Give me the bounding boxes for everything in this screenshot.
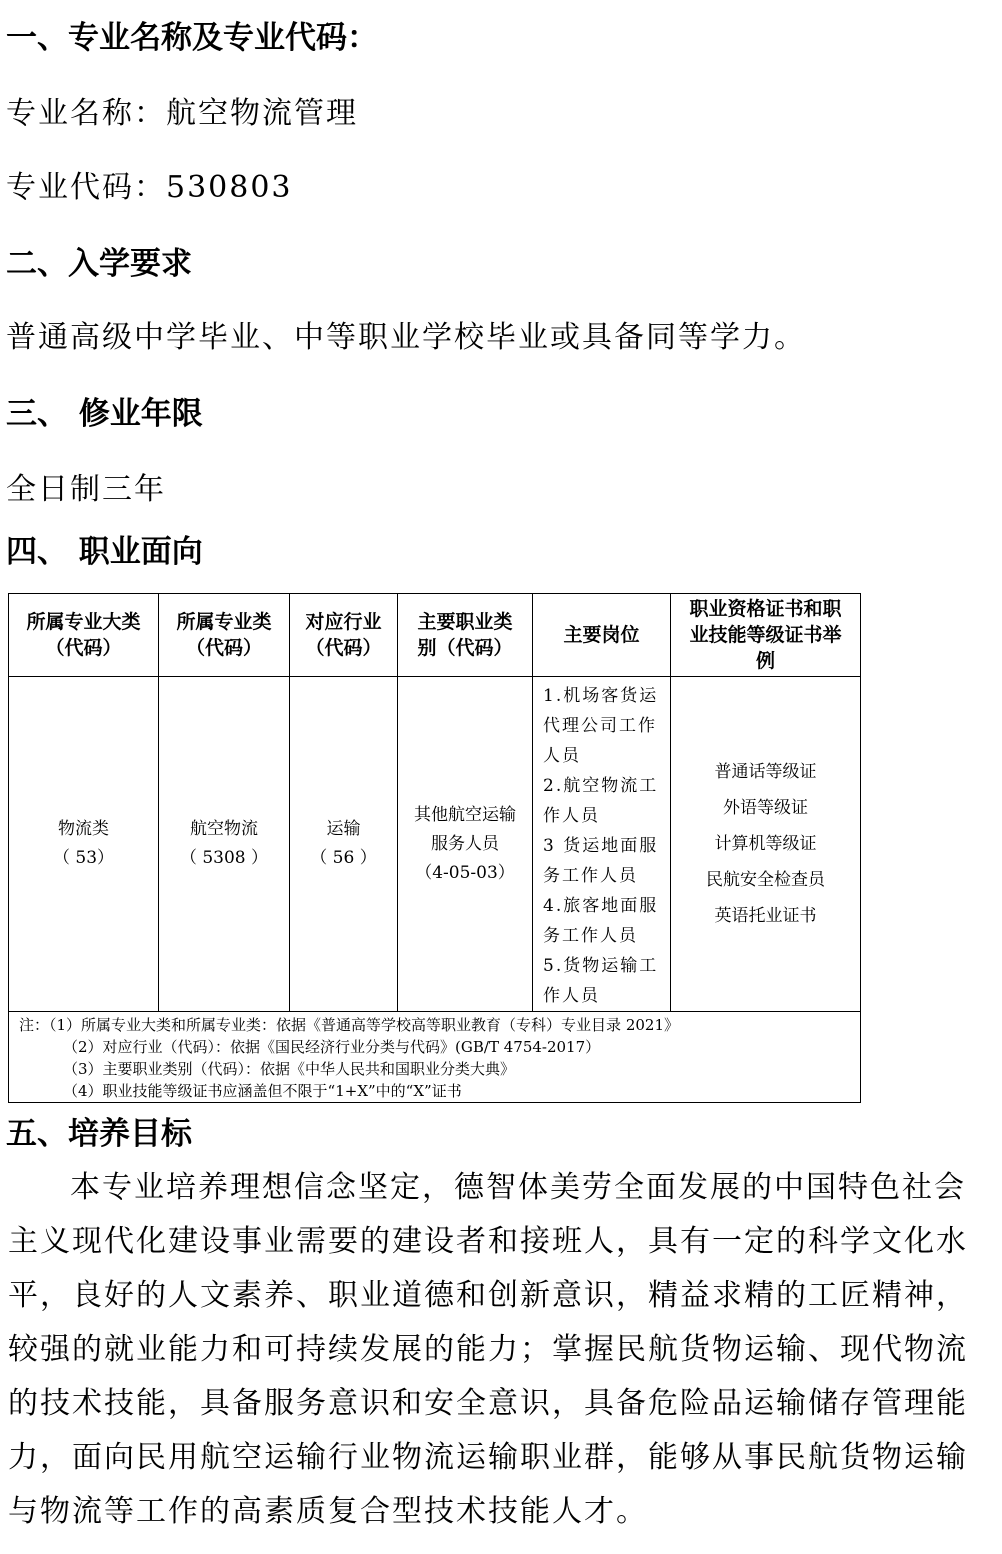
header-main-posts: 主要岗位	[533, 594, 671, 677]
section-5-heading: 五、培养目标	[6, 1116, 192, 1152]
admission-requirement: 普通高级中学毕业、中等职业学校毕业或具备同等学力。	[6, 320, 806, 355]
paragraph-line: 与物流等工作的高素质复合型技术技能人才。	[8, 1494, 648, 1529]
paragraph-line: 力，面向民用航空运输行业物流运输职业群，能够从事民航货物运输	[8, 1440, 968, 1475]
header-occupation: 主要职业类 别（代码）	[398, 594, 533, 677]
cell-major-category: 物流类 （ 53）	[9, 677, 159, 1012]
cell-certificates: 普通话等级证 外语等级证 计算机等级证 民航安全检查员 英语托业证书	[671, 677, 861, 1012]
section-2-heading: 二、入学要求	[6, 246, 192, 282]
career-orientation-table	[8, 593, 861, 1103]
major-code-line: 专业代码：530803	[6, 170, 293, 205]
section-4-heading: 四、 职业面向	[6, 534, 203, 570]
header-industry: 对应行业 （代码）	[290, 594, 398, 677]
note-4: （4）职业技能等级证书应涵盖但不限于“1+X”中的“X”证书	[63, 1082, 462, 1100]
table-notes-row	[9, 1012, 861, 1103]
training-objective-paragraph	[8, 1161, 970, 1539]
cell-occupation: 其他航空运输 服务人员 （4-05-03）	[398, 677, 533, 1012]
paragraph-line: 本专业培养理想信念坚定，德智体美劳全面发展的中国特色社会	[70, 1170, 966, 1205]
header-major-category: 所属专业大类 （代码）	[9, 594, 159, 677]
paragraph-line: 较强的就业能力和可持续发展的能力；掌握民航货物运输、现代物流	[8, 1332, 968, 1367]
cell-major-class: 航空物流 （ 5308 ）	[159, 677, 290, 1012]
table-notes	[9, 1012, 861, 1103]
note-1: 注：（1）所属专业大类和所属专业类：依据《普通高等学校高等职业教育（专科）专业目录 2021》	[19, 1016, 679, 1034]
study-duration: 全日制三年	[6, 472, 166, 507]
major-name-line: 专业名称：航空物流管理	[6, 96, 358, 131]
section-1-heading: 一、专业名称及专业代码：	[6, 20, 378, 56]
paragraph-line: 主义现代化建设事业需要的建设者和接班人，具有一定的科学文化水	[8, 1224, 968, 1259]
section-3-heading: 三、 修业年限	[6, 396, 203, 432]
header-certificates: 职业资格证书和职 业技能等级证书举 例	[671, 594, 861, 677]
paragraph-line: 平，良好的人文素养、职业道德和创新意识，精益求精的工匠精神，	[8, 1278, 968, 1313]
header-major-class: 所属专业类 （代码）	[159, 594, 290, 677]
table-row	[9, 677, 861, 1012]
note-3: （3）主要职业类别（代码）：依据《中华人民共和国职业分类大典》	[63, 1060, 516, 1078]
cell-industry: 运输 （ 56 ）	[290, 677, 398, 1012]
table-header-row	[9, 594, 861, 677]
paragraph-line: 的技术技能，具备服务意识和安全意识，具备危险品运输储存管理能	[8, 1386, 968, 1421]
cell-main-posts: 1.机场客货运 代理公司工作 人员 2.航空物流工 作人员 3 货运地面服 务工作人员 4.旅客地面服 务工作人员 5.货物运输工 作人员	[533, 677, 671, 1012]
note-2: （2）对应行业（代码）：依据《国民经济行业分类与代码》(GB/T 4754-2017）	[63, 1038, 601, 1056]
